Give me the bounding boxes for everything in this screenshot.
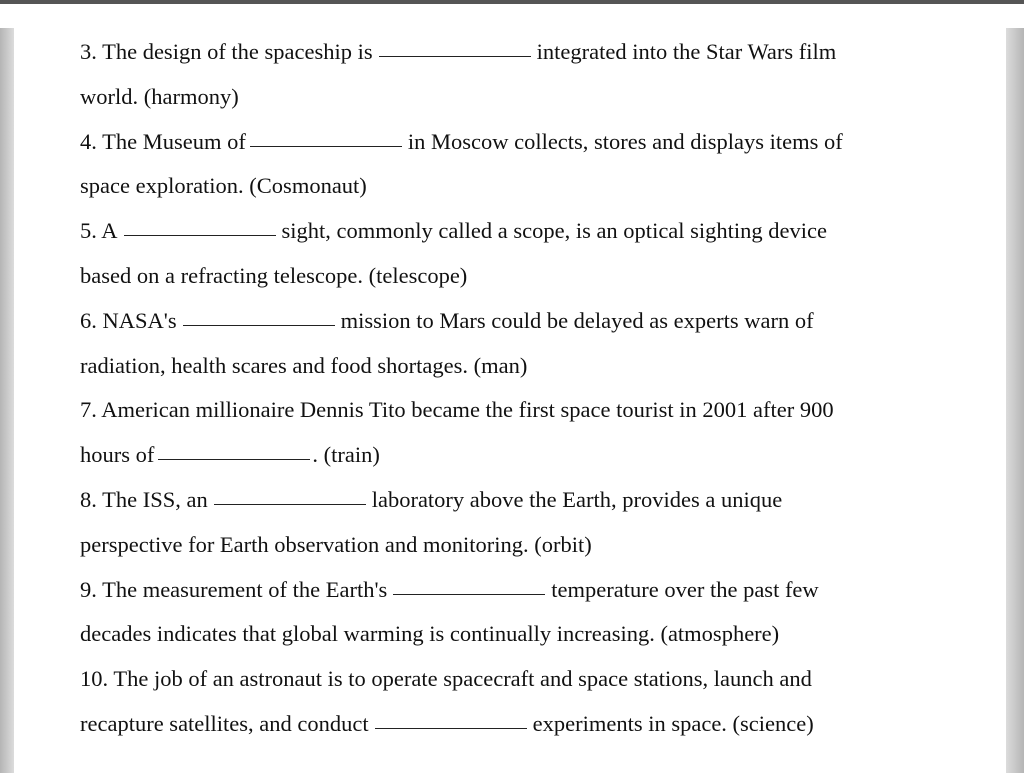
exercise-list — [80, 30, 980, 747]
item-6-line-1 — [80, 299, 980, 344]
item-7-text-after: . (train) — [312, 442, 380, 468]
item-5-text-cont: based on a refracting telescope. (telescope) — [80, 262, 468, 288]
item-6-text-after: mission to Mars could be delayed as experts warn of — [340, 307, 814, 333]
item-7-text: 7. American millionaire Dennis Tito became the first space tourist in 2001 after 900 — [80, 397, 834, 423]
item-9-text-before: 9. The measurement of the Earth's — [80, 576, 388, 602]
worksheet-page — [14, 4, 1006, 773]
item-8-line-2 — [80, 523, 980, 568]
item-4-text-before: 4. The Museum of — [80, 128, 246, 154]
item-7-line-1 — [80, 388, 980, 433]
item-3-line-1 — [80, 30, 980, 75]
item-8-line-1 — [80, 478, 980, 523]
item-5-text-after: sight, commonly called a scope, is an optical sighting device — [281, 218, 828, 244]
item-10-line-1 — [80, 657, 980, 702]
item-3-text-cont: world. (harmony) — [80, 83, 239, 109]
item-8-text-after: laboratory above the Earth, provides a unique — [371, 486, 783, 512]
item-7-line-2 — [80, 433, 980, 478]
item-6-text-before: 6. NASA's — [80, 307, 177, 333]
item-5-text-before: 5. A — [80, 218, 118, 244]
item-10-line-2 — [80, 702, 980, 747]
page-shadow-right — [1006, 28, 1024, 773]
item-4-line-1 — [80, 120, 980, 165]
item-5-line-2 — [80, 254, 980, 299]
item-8-text-cont: perspective for Earth observation and monitoring. (orbit) — [80, 531, 592, 557]
item-3-blank[interactable] — [379, 55, 531, 57]
item-4-text-cont: space exploration. (Cosmonaut) — [80, 173, 367, 199]
item-9-line-2 — [80, 612, 980, 657]
page-shadow-left — [0, 28, 14, 773]
item-10-blank[interactable] — [375, 727, 527, 729]
item-6-text-cont: radiation, health scares and food shortages. (man) — [80, 352, 528, 378]
item-8-text-before: 8. The ISS, an — [80, 486, 208, 512]
item-8-blank[interactable] — [214, 503, 366, 505]
item-6-line-2 — [80, 344, 980, 389]
item-7-blank[interactable] — [158, 458, 310, 460]
item-9-text-after: temperature over the past few — [551, 576, 819, 602]
item-5-blank[interactable] — [124, 234, 276, 236]
item-3-text-after: integrated into the Star Wars film — [536, 39, 837, 64]
item-9-text-cont: decades indicates that global warming is continually increasing. (atmosphere) — [80, 621, 780, 647]
item-4-blank[interactable] — [250, 145, 402, 147]
item-5-line-1 — [80, 209, 980, 254]
item-6-blank[interactable] — [183, 324, 335, 326]
item-4-text-after: in Moscow collects, stores and displays items of — [407, 128, 843, 154]
item-7-text-before: hours of — [80, 442, 155, 468]
item-10-text-before: recapture satellites, and conduct — [80, 710, 369, 736]
item-3-line-2 — [80, 75, 980, 120]
item-10-text: 10. The job of an astronaut is to operate spacecraft and space stations, launch and — [80, 666, 812, 692]
item-10-text-after: experiments in space. (science) — [532, 710, 814, 736]
item-4-line-2 — [80, 164, 980, 209]
item-3-text-before: 3. The design of the spaceship is — [80, 39, 373, 64]
item-9-line-1 — [80, 568, 980, 613]
item-9-blank[interactable] — [393, 593, 545, 595]
